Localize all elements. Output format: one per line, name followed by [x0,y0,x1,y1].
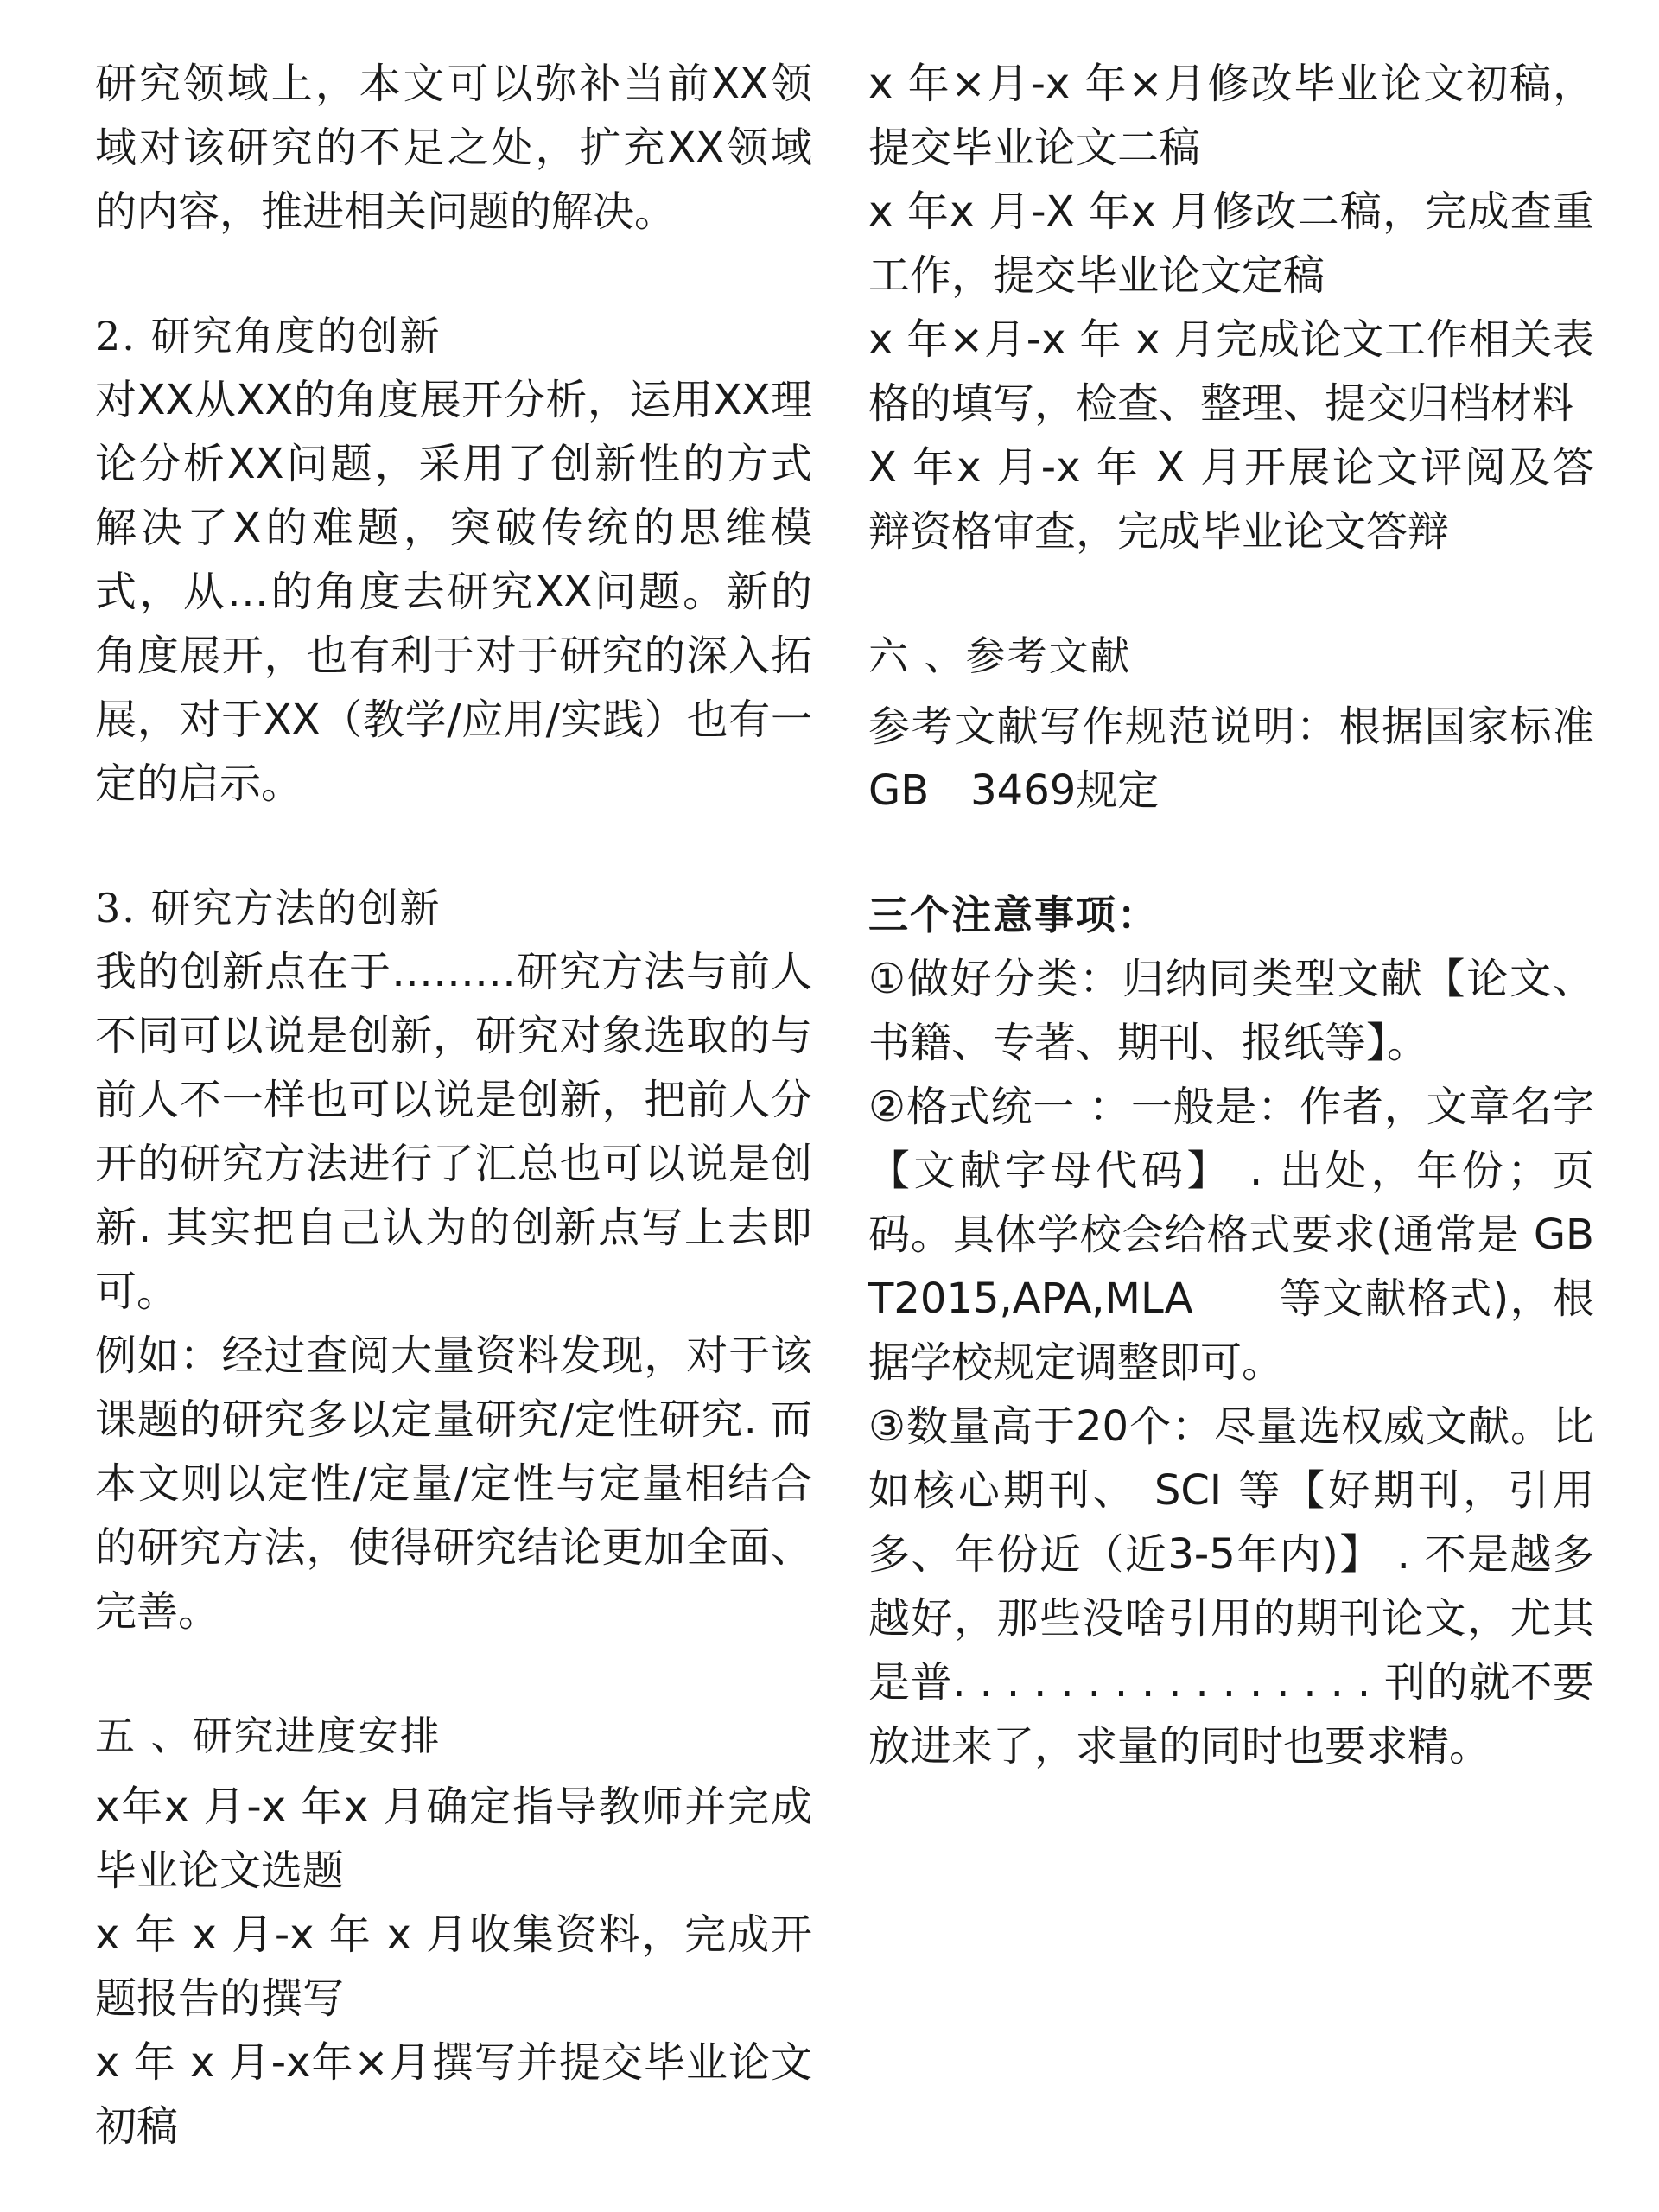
section-3-heading: 3. 研究方法的创新 [95,885,442,931]
references-note: 参考文献写作规范说明：根据国家标准GB 3469规定 [868,702,1594,815]
section-3-example: 例如：经过查阅大量资料发现，对于该课题的研究多以定量研究/定性研究. 而本文则以定性/定量/定性与定量相结合的研究方法，使得研究结论更加全面、完善。 [95,1332,812,1636]
schedule-item: x 年×月-x 年 x 月完成论文工作相关表格的填写，检查、整理、提交归档材料 [868,315,1594,428]
intro-paragraph: 研究领域上，本文可以弥补当前XX领域对该研究的不足之处，扩充XX领域的内容，推进相关问题的解决。 [95,60,812,236]
schedule-item: x年x 月-x 年x 月确定指导教师并完成毕业论文选题 [95,1783,812,1895]
schedule-item: x 年x 月-X 年x 月修改二稿，完成查重工作，提交毕业论文定稿 [868,188,1594,300]
section-5-heading: 五 、研究进度安排 [95,1713,442,1759]
notes-heading: 三个注意事项： [868,892,1159,938]
note-item-1: ①做好分类：归纳同类型文献【论文、书籍、专著、期刊、报纸等】。 [868,955,1594,1067]
left-column [95,52,812,2158]
note-item-3: ③数量高于20个：尽量选权威文献。比如核心期刊、 SCI 等【好期刊，引用多、年份近（近3-5年内)】 . 不是越多越好，那些没啥引用的期刊论文，尤其是普. . . . . . . . . . . . . . . . 刊的就不要 放进来了，求量的同时也要求精。 [868,1402,1594,1770]
right-column [868,52,1594,1778]
schedule-item: X 年x 月-x 年 X 月开展论文评阅及答辩资格审查，完成毕业论文答辩 [868,443,1594,556]
note-item-2: ②格式统一 ：一般是：作者，文章名字【文献字母代码】 . 出处，年份；页码。具体学校会给格式要求(通常是 GBT2015,APA,MLA 等文献格式)，根据学校规定调整即可。 [868,1083,1594,1387]
schedule-item: x 年×月-x 年×月修改毕业论文初稿，提交毕业论文二稿 [868,60,1594,172]
schedule-item: x 年 x 月-x年×月撰写并提交毕业论文初稿 [95,2038,812,2151]
section-3-body: 我的创新点在于………研究方法与前人不同可以说是创新，研究对象选取的与前人不一样也可以说是创新，把前人分开的研究方法进行了汇总也可以说是创新. 其实把自己认为的创新点写上去即可。 [95,948,812,1316]
schedule-item: x 年 x 月-x 年 x 月收集资料，完成开题报告的撰写 [95,1910,812,2023]
section-2-body: 对XX从XX的角度展开分析，运用XX理论分析XX问题，采用了创新性的方式解决了X的难题，突破传统的思维模式，从…的角度去研究XX问题。新的角度展开，也有利于对于研究的深入拓展，对于XX（教学/应用/实践）也有一定的启示。 [95,376,812,808]
section-6-heading: 六 、参考文献 [868,632,1132,679]
section-2-heading: 2. 研究角度的创新 [95,313,442,359]
